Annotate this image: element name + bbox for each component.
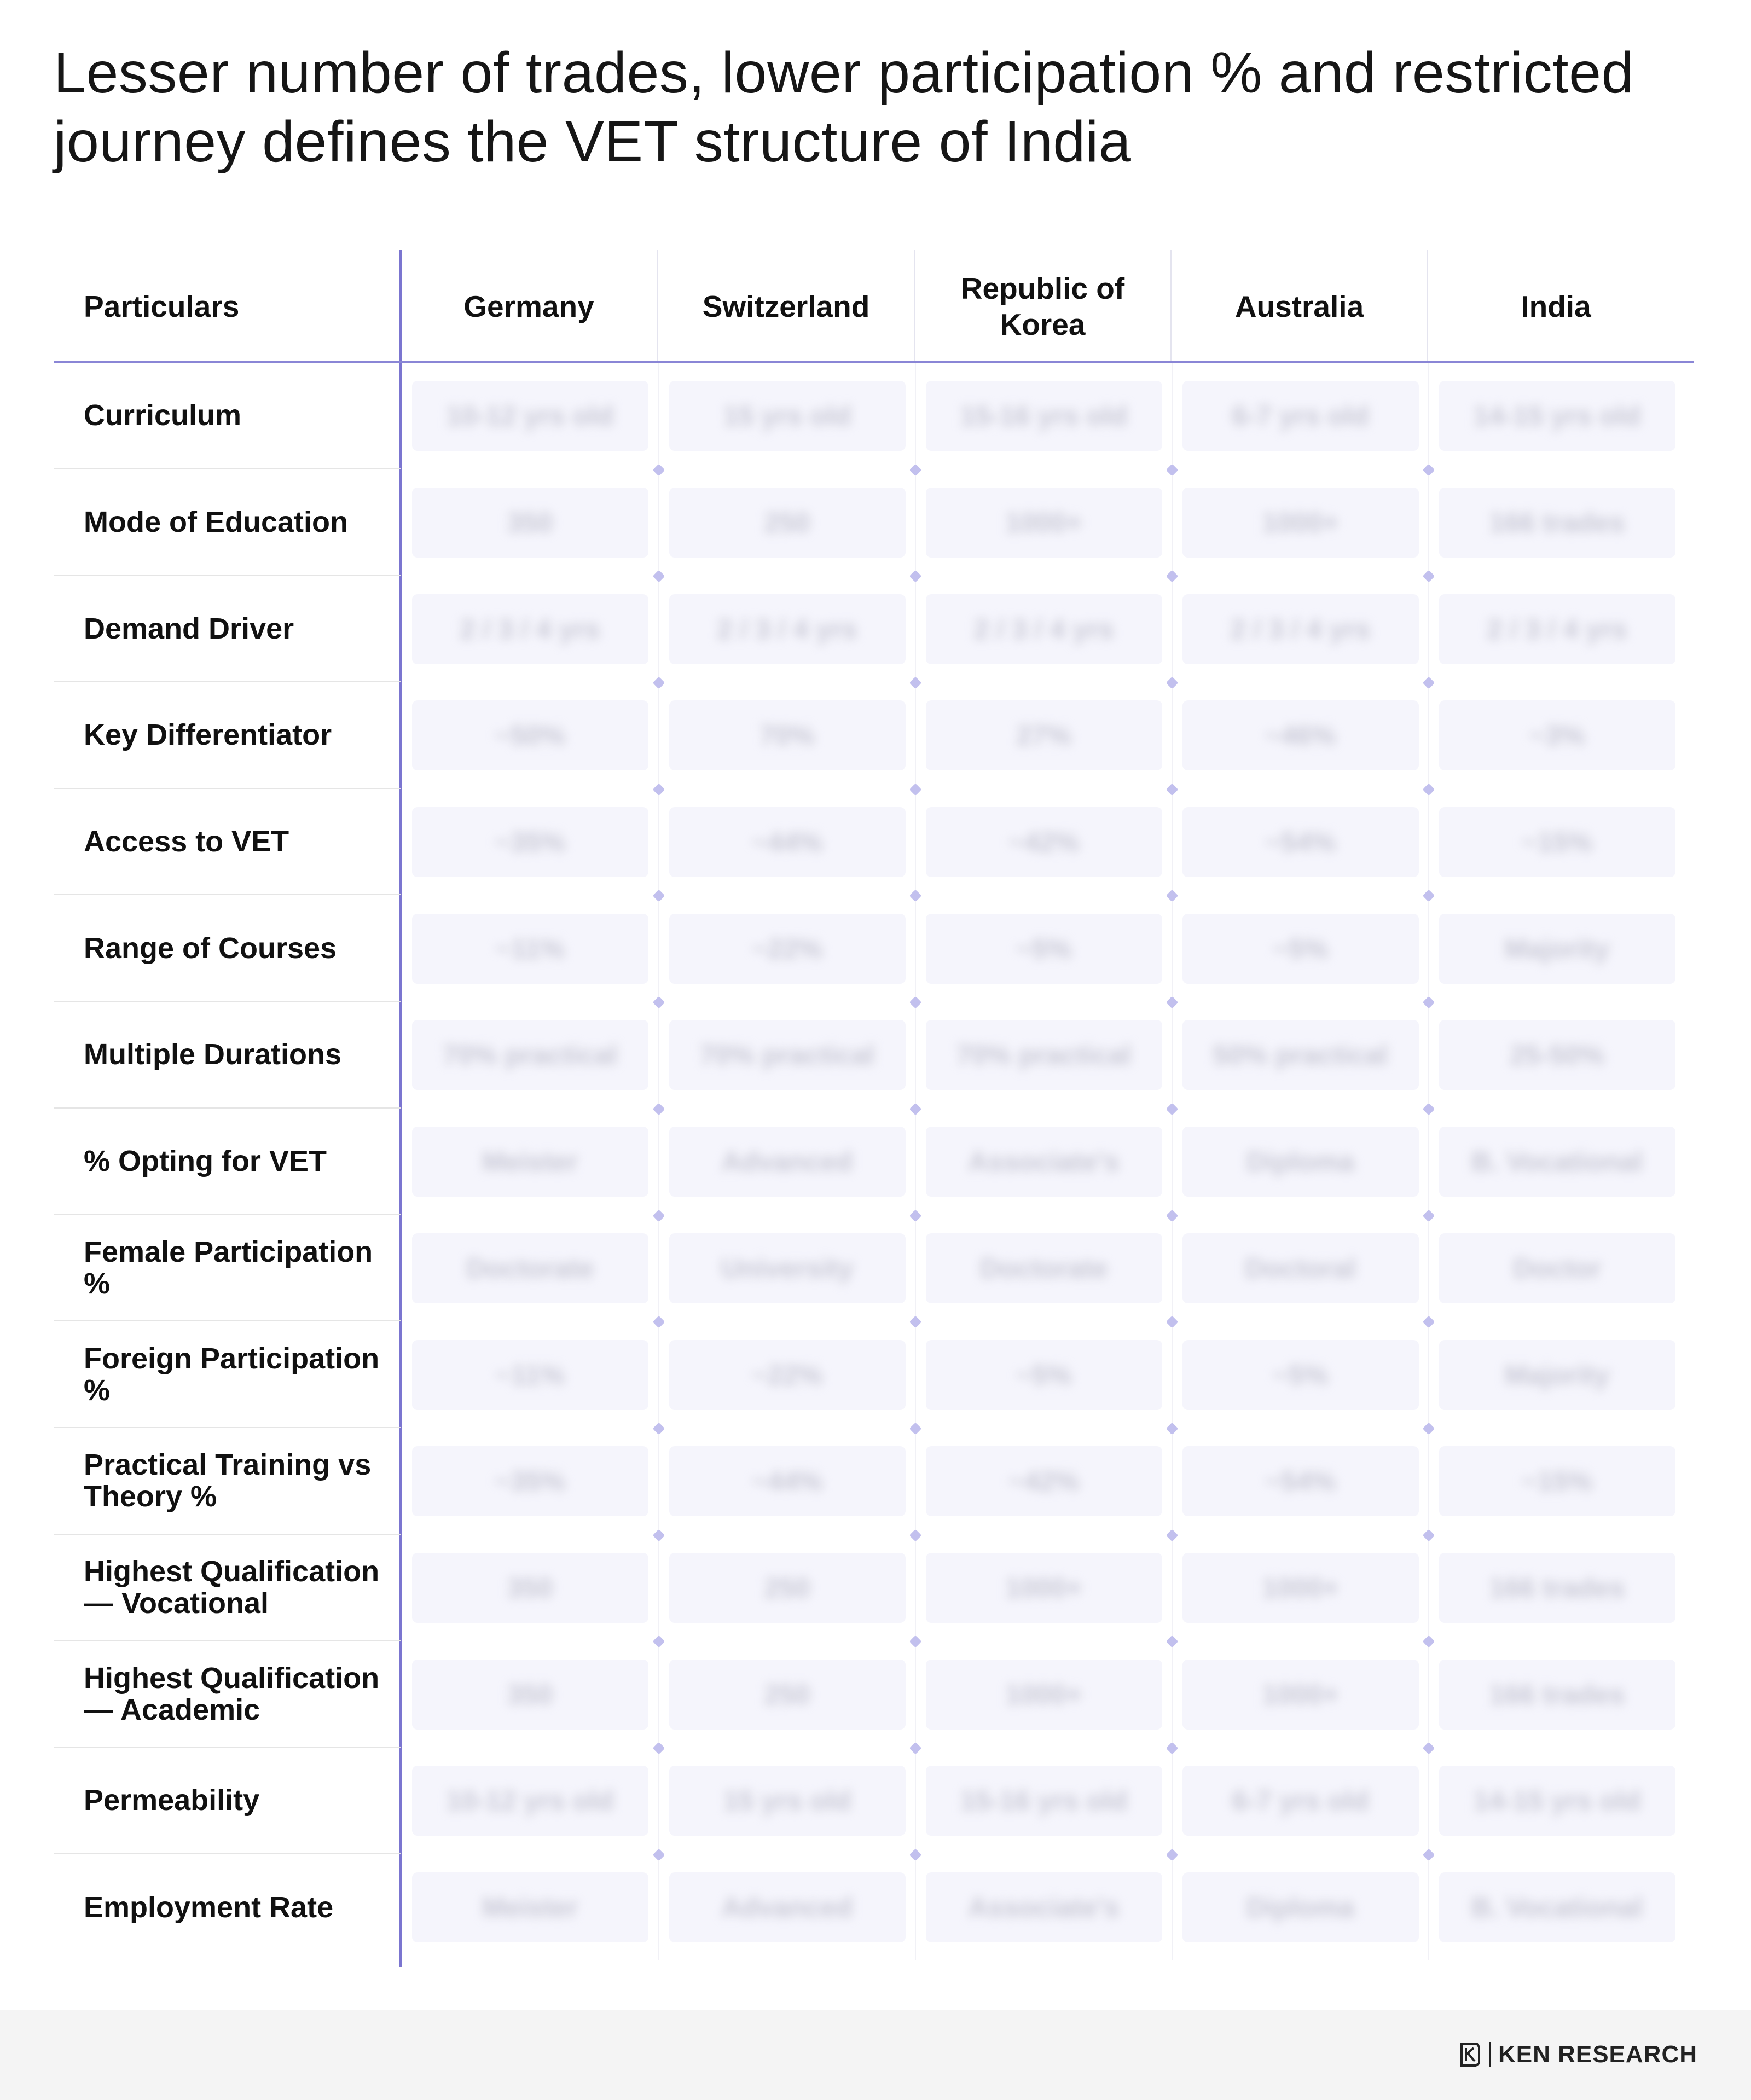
cell-box xyxy=(669,807,906,877)
cell-box xyxy=(669,381,906,451)
cell-box xyxy=(1439,1340,1675,1410)
cell-value-blurred: 1000+ xyxy=(1005,1679,1082,1710)
cell-box xyxy=(412,1233,648,1303)
row-cells xyxy=(401,895,1694,1002)
cell-box xyxy=(412,1020,648,1090)
cell-value-blurred: 70% practical xyxy=(699,1040,875,1071)
row-cells xyxy=(401,1321,1694,1428)
row-cells xyxy=(401,1535,1694,1641)
row-label: Curriculum xyxy=(54,363,401,469)
header-country: Germany xyxy=(463,289,594,323)
cell-box xyxy=(1182,1233,1419,1303)
cell-value-blurred: ~5% xyxy=(1016,1359,1072,1390)
table-cell xyxy=(402,682,658,789)
cell-value-blurred: Majority xyxy=(1504,1359,1610,1390)
cell-box xyxy=(1182,594,1419,664)
row-cells xyxy=(401,789,1694,896)
cell-value-blurred: 350 xyxy=(507,507,553,538)
table-cell xyxy=(658,895,915,1002)
cell-value-blurred: 2 / 3 / 4 yrs xyxy=(973,613,1114,645)
cell-value-blurred: 1000+ xyxy=(1262,507,1339,538)
table-cell xyxy=(1172,1854,1428,1961)
cell-value-blurred: B. Vocational xyxy=(1471,1892,1643,1923)
row-label: Mode of Education xyxy=(54,469,401,576)
row-label: Multiple Durations xyxy=(54,1002,401,1109)
cell-value-blurred: 14-15 yrs old xyxy=(1473,1785,1641,1817)
cell-box xyxy=(926,1660,1162,1730)
cell-value-blurred: 2 / 3 / 4 yrs xyxy=(460,613,600,645)
cell-value-blurred: 350 xyxy=(507,1679,553,1710)
table-cell xyxy=(915,1002,1172,1109)
cell-value-blurred: ~35% xyxy=(494,827,566,858)
brand xyxy=(1459,2041,1697,2068)
table-cell xyxy=(1428,1428,1685,1535)
cell-value-blurred: 10-12 yrs old xyxy=(446,401,614,432)
table-cell xyxy=(1428,363,1685,469)
cell-value-blurred: 1000+ xyxy=(1262,1572,1339,1603)
table-cell xyxy=(915,469,1172,576)
table-row xyxy=(54,1002,1694,1109)
cell-box xyxy=(1182,488,1419,558)
table-cell xyxy=(1172,1109,1428,1215)
cell-box xyxy=(1182,1660,1419,1730)
table-cell xyxy=(402,1854,658,1961)
cell-value-blurred: ~22% xyxy=(751,1359,823,1390)
header-country: Switzerland xyxy=(657,250,914,363)
cell-box xyxy=(1182,807,1419,877)
table-cell xyxy=(1428,576,1685,682)
table-cell xyxy=(915,682,1172,789)
table-row xyxy=(54,1428,1694,1535)
table-cell xyxy=(402,895,658,1002)
cell-value-blurred: Diploma xyxy=(1246,1892,1355,1923)
table-cell xyxy=(1172,363,1428,469)
row-label: Employment Rate xyxy=(84,1890,334,1924)
cell-value-blurred: ~42% xyxy=(1008,827,1080,858)
row-label: Highest Qualification — Vocational xyxy=(54,1535,401,1641)
cell-value-blurred: ~11% xyxy=(495,1359,565,1390)
cell-value-blurred: ~15% xyxy=(1521,827,1593,858)
cell-box xyxy=(1439,1020,1675,1090)
table-cell xyxy=(1428,682,1685,789)
table-cell xyxy=(402,469,658,576)
cell-box xyxy=(926,1446,1162,1516)
cell-value-blurred: ~5% xyxy=(1016,933,1072,964)
cell-box xyxy=(669,1127,906,1197)
row-label: Access to VET xyxy=(54,789,401,896)
cell-value-blurred: 70% xyxy=(759,720,815,751)
table-cell xyxy=(658,1748,915,1854)
cell-box xyxy=(412,807,648,877)
table-cell xyxy=(1172,1321,1428,1428)
table-cell xyxy=(1172,1748,1428,1854)
cell-value-blurred: 2 / 3 / 4 yrs xyxy=(1487,613,1627,645)
cell-value-blurred: Doctor xyxy=(1512,1252,1602,1284)
cell-value-blurred: ~54% xyxy=(1265,827,1336,858)
table-cell xyxy=(658,1002,915,1109)
table-cell xyxy=(402,1748,658,1854)
table-row xyxy=(54,682,1694,789)
cell-value-blurred: ~3% xyxy=(1529,720,1585,751)
cell-value-blurred: Doctorate xyxy=(979,1252,1108,1284)
table-cell xyxy=(402,576,658,682)
cell-box xyxy=(669,1020,906,1090)
cell-box xyxy=(412,1127,648,1197)
cell-box xyxy=(1439,1766,1675,1836)
table-cell xyxy=(1172,1641,1428,1748)
cell-value-blurred: ~44% xyxy=(751,827,823,858)
cell-box xyxy=(1182,1340,1419,1410)
table-cell xyxy=(1428,469,1685,576)
cell-value-blurred: Doctorate xyxy=(466,1252,594,1284)
cell-box xyxy=(669,1553,906,1623)
cell-box xyxy=(412,1766,648,1836)
cell-value-blurred: 6-7 yrs old xyxy=(1232,1785,1369,1817)
cell-value-blurred: University xyxy=(721,1252,854,1284)
cell-value-blurred: 15-16 yrs old xyxy=(960,401,1128,432)
table-cell xyxy=(402,363,658,469)
cell-box xyxy=(1439,1553,1675,1623)
cell-value-blurred: 14-15 yrs old xyxy=(1473,401,1641,432)
cell-box xyxy=(926,914,1162,984)
cell-value-blurred: 250 xyxy=(764,507,810,538)
row-label: Range of Courses xyxy=(54,895,401,1002)
cell-box xyxy=(669,1660,906,1730)
row-label: Demand Driver xyxy=(54,576,401,682)
table-cell xyxy=(1428,1748,1685,1854)
table-cell xyxy=(658,1215,915,1322)
row-cells xyxy=(401,1854,1694,1961)
cell-value-blurred: 350 xyxy=(507,1572,553,1603)
cell-value-blurred: ~44% xyxy=(751,1466,823,1497)
cell-box xyxy=(1182,1127,1419,1197)
table-cell xyxy=(1172,1215,1428,1322)
cell-value-blurred: 2 / 3 / 4 yrs xyxy=(717,613,857,645)
table-cell xyxy=(402,1428,658,1535)
cell-value-blurred: 15 yrs old xyxy=(723,1785,851,1817)
cell-box xyxy=(926,1553,1162,1623)
cell-value-blurred: 15-16 yrs old xyxy=(960,1785,1128,1817)
cell-value-blurred: 166 trades xyxy=(1489,1572,1625,1603)
header-country: India xyxy=(1427,250,1684,363)
table-row xyxy=(54,789,1694,896)
cell-box xyxy=(669,1233,906,1303)
cell-box xyxy=(669,914,906,984)
cell-value-blurred: ~11% xyxy=(495,933,565,964)
cell-value-blurred: 2 / 3 / 4 yrs xyxy=(1230,613,1371,645)
table-cell xyxy=(658,576,915,682)
cell-value-blurred: Advanced xyxy=(722,1146,853,1177)
table-cell xyxy=(915,1748,1172,1854)
cell-value-blurred: ~5% xyxy=(1272,1359,1329,1390)
cell-box xyxy=(412,594,648,664)
table-cell xyxy=(1172,1428,1428,1535)
cell-value-blurred: 25-50% xyxy=(1510,1040,1604,1071)
row-cells xyxy=(401,1748,1694,1854)
table-cell xyxy=(915,789,1172,896)
cell-box xyxy=(926,1127,1162,1197)
table-cell xyxy=(1172,1535,1428,1641)
table-cell xyxy=(658,469,915,576)
table-cell xyxy=(658,1641,915,1748)
row-label: Highest Qualification — Academic xyxy=(54,1641,401,1748)
table-cell xyxy=(1428,789,1685,896)
header-particulars: Particulars xyxy=(84,289,240,323)
table-cell xyxy=(658,1109,915,1215)
table-cell xyxy=(402,789,658,896)
cell-value-blurred: 6-7 yrs old xyxy=(1232,401,1369,432)
cell-box xyxy=(1182,1766,1419,1836)
cell-value-blurred: Associate's xyxy=(968,1892,1120,1923)
table-cell xyxy=(915,1854,1172,1961)
cell-box xyxy=(1439,1233,1675,1303)
cell-value-blurred: B. Vocational xyxy=(1471,1146,1643,1177)
row-cells xyxy=(401,1109,1694,1215)
row-cells xyxy=(401,469,1694,576)
cell-value-blurred: Doctoral xyxy=(1245,1252,1356,1284)
cell-box xyxy=(669,594,906,664)
cell-box xyxy=(1439,594,1675,664)
table-cell xyxy=(915,363,1172,469)
table-cell xyxy=(1428,1854,1685,1961)
cell-value-blurred: 1000+ xyxy=(1005,507,1082,538)
row-label: % Opting for VET xyxy=(54,1109,401,1215)
table-row xyxy=(54,1748,1694,1854)
row-label: Permeability xyxy=(54,1748,401,1854)
table-cell xyxy=(658,682,915,789)
table-cell xyxy=(1428,1215,1685,1322)
row-label: Key Differentiator xyxy=(54,682,401,789)
cell-box xyxy=(412,1446,648,1516)
table-cell xyxy=(658,1428,915,1535)
cell-box xyxy=(926,1233,1162,1303)
cell-box xyxy=(412,1340,648,1410)
table-cell xyxy=(402,1002,658,1109)
row-label: Female Participation % xyxy=(54,1215,401,1322)
cell-box xyxy=(1439,1446,1675,1516)
cell-value-blurred: 70% practical xyxy=(442,1040,618,1071)
page-title: Lesser number of trades, lower participation % and restricted journey defines the VET structure of India xyxy=(54,40,1634,174)
cell-value-blurred: ~50% xyxy=(494,720,566,751)
cell-box xyxy=(1182,1872,1419,1942)
cell-value-blurred: ~42% xyxy=(1008,1466,1080,1497)
table-cell xyxy=(1172,1002,1428,1109)
table-row xyxy=(54,576,1694,682)
cell-box xyxy=(412,1553,648,1623)
cell-box xyxy=(412,488,648,558)
cell-box xyxy=(926,1340,1162,1410)
table-cell xyxy=(1428,895,1685,1002)
table-cell xyxy=(1428,1109,1685,1215)
table-cell xyxy=(402,1215,658,1322)
row-cells xyxy=(401,682,1694,789)
table-cell xyxy=(1428,1641,1685,1748)
cell-value-blurred: Diploma xyxy=(1246,1146,1355,1177)
cell-box xyxy=(1439,1872,1675,1942)
table-cell xyxy=(915,576,1172,682)
cell-box xyxy=(1182,1446,1419,1516)
cell-value-blurred: 166 trades xyxy=(1489,1679,1625,1710)
cell-value-blurred: 15 yrs old xyxy=(723,401,851,432)
cell-box xyxy=(1439,488,1675,558)
table-row xyxy=(54,469,1694,576)
cell-box xyxy=(1439,1127,1675,1197)
row-cells xyxy=(401,363,1694,469)
table-cell xyxy=(915,1641,1172,1748)
cell-value-blurred: ~35% xyxy=(494,1466,566,1497)
cell-value-blurred: 1000+ xyxy=(1005,1572,1082,1603)
row-cells xyxy=(401,1002,1694,1109)
cell-value-blurred: 166 trades xyxy=(1489,507,1625,538)
cell-box xyxy=(926,488,1162,558)
cell-box xyxy=(1182,700,1419,770)
table-cell xyxy=(915,895,1172,1002)
cell-box xyxy=(669,1872,906,1942)
cell-box xyxy=(1182,1553,1419,1623)
cell-value-blurred: Meister xyxy=(482,1892,578,1923)
ken-research-logo-icon xyxy=(1459,2041,1481,2068)
table-row xyxy=(54,1109,1694,1215)
cell-box xyxy=(412,1660,648,1730)
cell-box xyxy=(1439,381,1675,451)
row-cells xyxy=(401,576,1694,682)
cell-box xyxy=(926,1766,1162,1836)
cell-box xyxy=(926,1020,1162,1090)
table-cell xyxy=(402,1641,658,1748)
cell-value-blurred: 1000+ xyxy=(1262,1679,1339,1710)
table-cell xyxy=(915,1109,1172,1215)
table-cell xyxy=(658,1535,915,1641)
cell-value-blurred: 50% practical xyxy=(1213,1040,1388,1071)
cell-box xyxy=(926,1872,1162,1942)
row-label: Practical Training vs Theory % xyxy=(54,1428,401,1535)
row-cells xyxy=(401,1428,1694,1535)
cell-box xyxy=(669,1446,906,1516)
table-row xyxy=(54,895,1694,1002)
table-cell xyxy=(1428,1002,1685,1109)
row-cells xyxy=(401,1215,1694,1322)
cell-box xyxy=(669,488,906,558)
brand-separator xyxy=(1489,2042,1491,2067)
table-cell xyxy=(915,1535,1172,1641)
cell-value-blurred: Majority xyxy=(1504,933,1610,964)
cell-box xyxy=(926,594,1162,664)
cell-box xyxy=(412,1872,648,1942)
cell-value-blurred: 250 xyxy=(764,1679,810,1710)
cell-box xyxy=(412,381,648,451)
table-cell xyxy=(1172,682,1428,789)
table-body xyxy=(54,363,1694,1960)
table-row xyxy=(54,1535,1694,1641)
table-cell xyxy=(658,1854,915,1961)
cell-box xyxy=(1182,914,1419,984)
table-cell xyxy=(1428,1321,1685,1428)
cell-box xyxy=(669,1766,906,1836)
table-cell xyxy=(658,1321,915,1428)
table-cell xyxy=(915,1321,1172,1428)
table-header xyxy=(54,250,1694,363)
cell-box xyxy=(1439,807,1675,877)
cell-box xyxy=(1439,1660,1675,1730)
table-row xyxy=(54,363,1694,469)
cell-value-blurred: Advanced xyxy=(722,1892,853,1923)
cell-box xyxy=(926,807,1162,877)
cell-value-blurred: ~54% xyxy=(1265,1466,1336,1497)
cell-value-blurred: ~22% xyxy=(751,933,823,964)
cell-value-blurred: ~5% xyxy=(1272,933,1329,964)
cell-box xyxy=(669,700,906,770)
table-row xyxy=(54,1641,1694,1748)
table-cell xyxy=(1172,469,1428,576)
row-cells xyxy=(401,1641,1694,1748)
table-cell xyxy=(915,1428,1172,1535)
cell-box xyxy=(1439,914,1675,984)
footer xyxy=(0,2010,1751,2100)
cell-value-blurred: Meister xyxy=(482,1146,578,1177)
cell-box xyxy=(926,381,1162,451)
cell-box xyxy=(412,914,648,984)
table-cell xyxy=(402,1535,658,1641)
cell-value-blurred: Associate's xyxy=(968,1146,1120,1177)
cell-value-blurred: 250 xyxy=(764,1572,810,1603)
cell-box xyxy=(412,700,648,770)
table-cell xyxy=(1172,789,1428,896)
table-row xyxy=(54,1321,1694,1428)
table-cell xyxy=(658,363,915,469)
cell-value-blurred: 10-12 yrs old xyxy=(446,1785,614,1817)
row-label: Foreign Participation % xyxy=(54,1321,401,1428)
table-row xyxy=(54,1215,1694,1322)
cell-box xyxy=(926,700,1162,770)
cell-box xyxy=(1182,1020,1419,1090)
table-cell xyxy=(1172,576,1428,682)
cell-box xyxy=(1182,381,1419,451)
cell-value-blurred: 27% xyxy=(1016,720,1071,751)
table-cell xyxy=(402,1321,658,1428)
table-cell xyxy=(402,1109,658,1215)
cell-box xyxy=(669,1340,906,1410)
table-cell xyxy=(1428,1535,1685,1641)
header-country: Republic of Korea xyxy=(914,250,1170,363)
table-cell xyxy=(658,789,915,896)
cell-value-blurred: ~15% xyxy=(1521,1466,1593,1497)
header-country: Australia xyxy=(1170,250,1427,363)
brand-name: KEN RESEARCH xyxy=(1498,2041,1697,2068)
cell-box xyxy=(1439,700,1675,770)
table-row xyxy=(54,1854,1694,1961)
comparison-table xyxy=(54,250,1694,1960)
table-cell xyxy=(915,1215,1172,1322)
table-cell xyxy=(1172,895,1428,1002)
cell-value-blurred: ~46% xyxy=(1265,720,1336,751)
cell-value-blurred: 70% practical xyxy=(956,1040,1132,1071)
